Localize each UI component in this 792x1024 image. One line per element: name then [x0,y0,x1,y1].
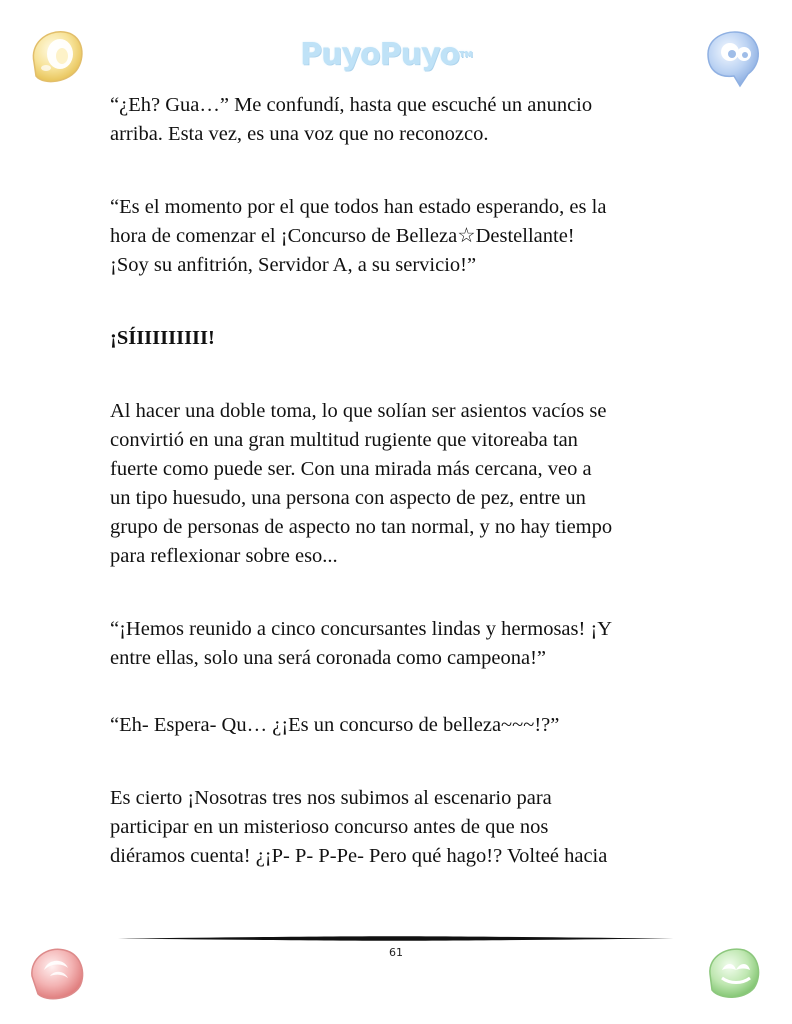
text-line: convirtió en una gran multitud rugiente que vitoreaba tan [110,429,578,451]
red-puyo-icon [24,940,90,1006]
paragraph-4 [110,397,710,571]
text-line: “Eh- Espera- Qu… ¿¡Es un concurso de belleza~~~!?” [110,714,560,736]
text-line: “Es el momento por el que todos han estado esperando, es la [110,196,607,218]
text-line: arriba. Esta vez, es una voz que no reconozco. [110,123,489,145]
footer-divider [118,936,674,941]
text-line: “¿Eh? Gua…” Me confundí, hasta que escuché un anuncio [110,94,593,116]
text-line: Al hacer una doble toma, lo que solían ser asientos vacíos se [110,400,607,422]
page-number: 61 [389,946,403,959]
paragraph-7 [110,784,710,871]
text-line: entre ellas, solo una será coronada como campeona!” [110,647,546,669]
blue-puyo-icon [700,24,766,90]
page-body [110,91,710,871]
text-line: hora de comenzar el ¡Concurso de Belleza☆Destellante! [110,225,575,247]
text-line: “¡Hemos reunido a cinco concursantes lindas y hermosas! ¡Y [110,618,613,640]
paragraph-5 [110,615,710,673]
text-line: un tipo huesudo, una persona con aspecto de pez, entre un [110,487,586,509]
yellow-puyo-icon [24,24,90,90]
puyopuyo-logo [300,30,473,80]
text-line: ¡Soy su anfitrión, Servidor A, a su servicio!” [110,254,477,276]
text-line: participar en un misterioso concurso antes de que nos [110,816,549,838]
text-line: para reflexionar sobre eso... [110,545,338,567]
text-line: diéramos cuenta! ¿¡P- P- P-Pe- Pero qué hago!? Volteé hacia [110,845,608,867]
paragraph-3-exclamation [110,324,710,353]
paragraph-1 [110,91,710,149]
green-puyo-icon [700,940,766,1006]
text-line: ¡SÍIIIIIIIII! [110,327,215,349]
text-line: Es cierto ¡Nosotras tres nos subimos al escenario para [110,787,552,809]
logo-text: PuyoPuyo [300,37,460,72]
text-line: grupo de personas de aspecto no tan normal, y no hay tiempo [110,516,613,538]
paragraph-2 [110,193,710,280]
logo-trademark: TM [459,50,473,59]
paragraph-6 [110,711,710,740]
text-line: fuerte como puede ser. Con una mirada más cercana, veo a [110,458,592,480]
